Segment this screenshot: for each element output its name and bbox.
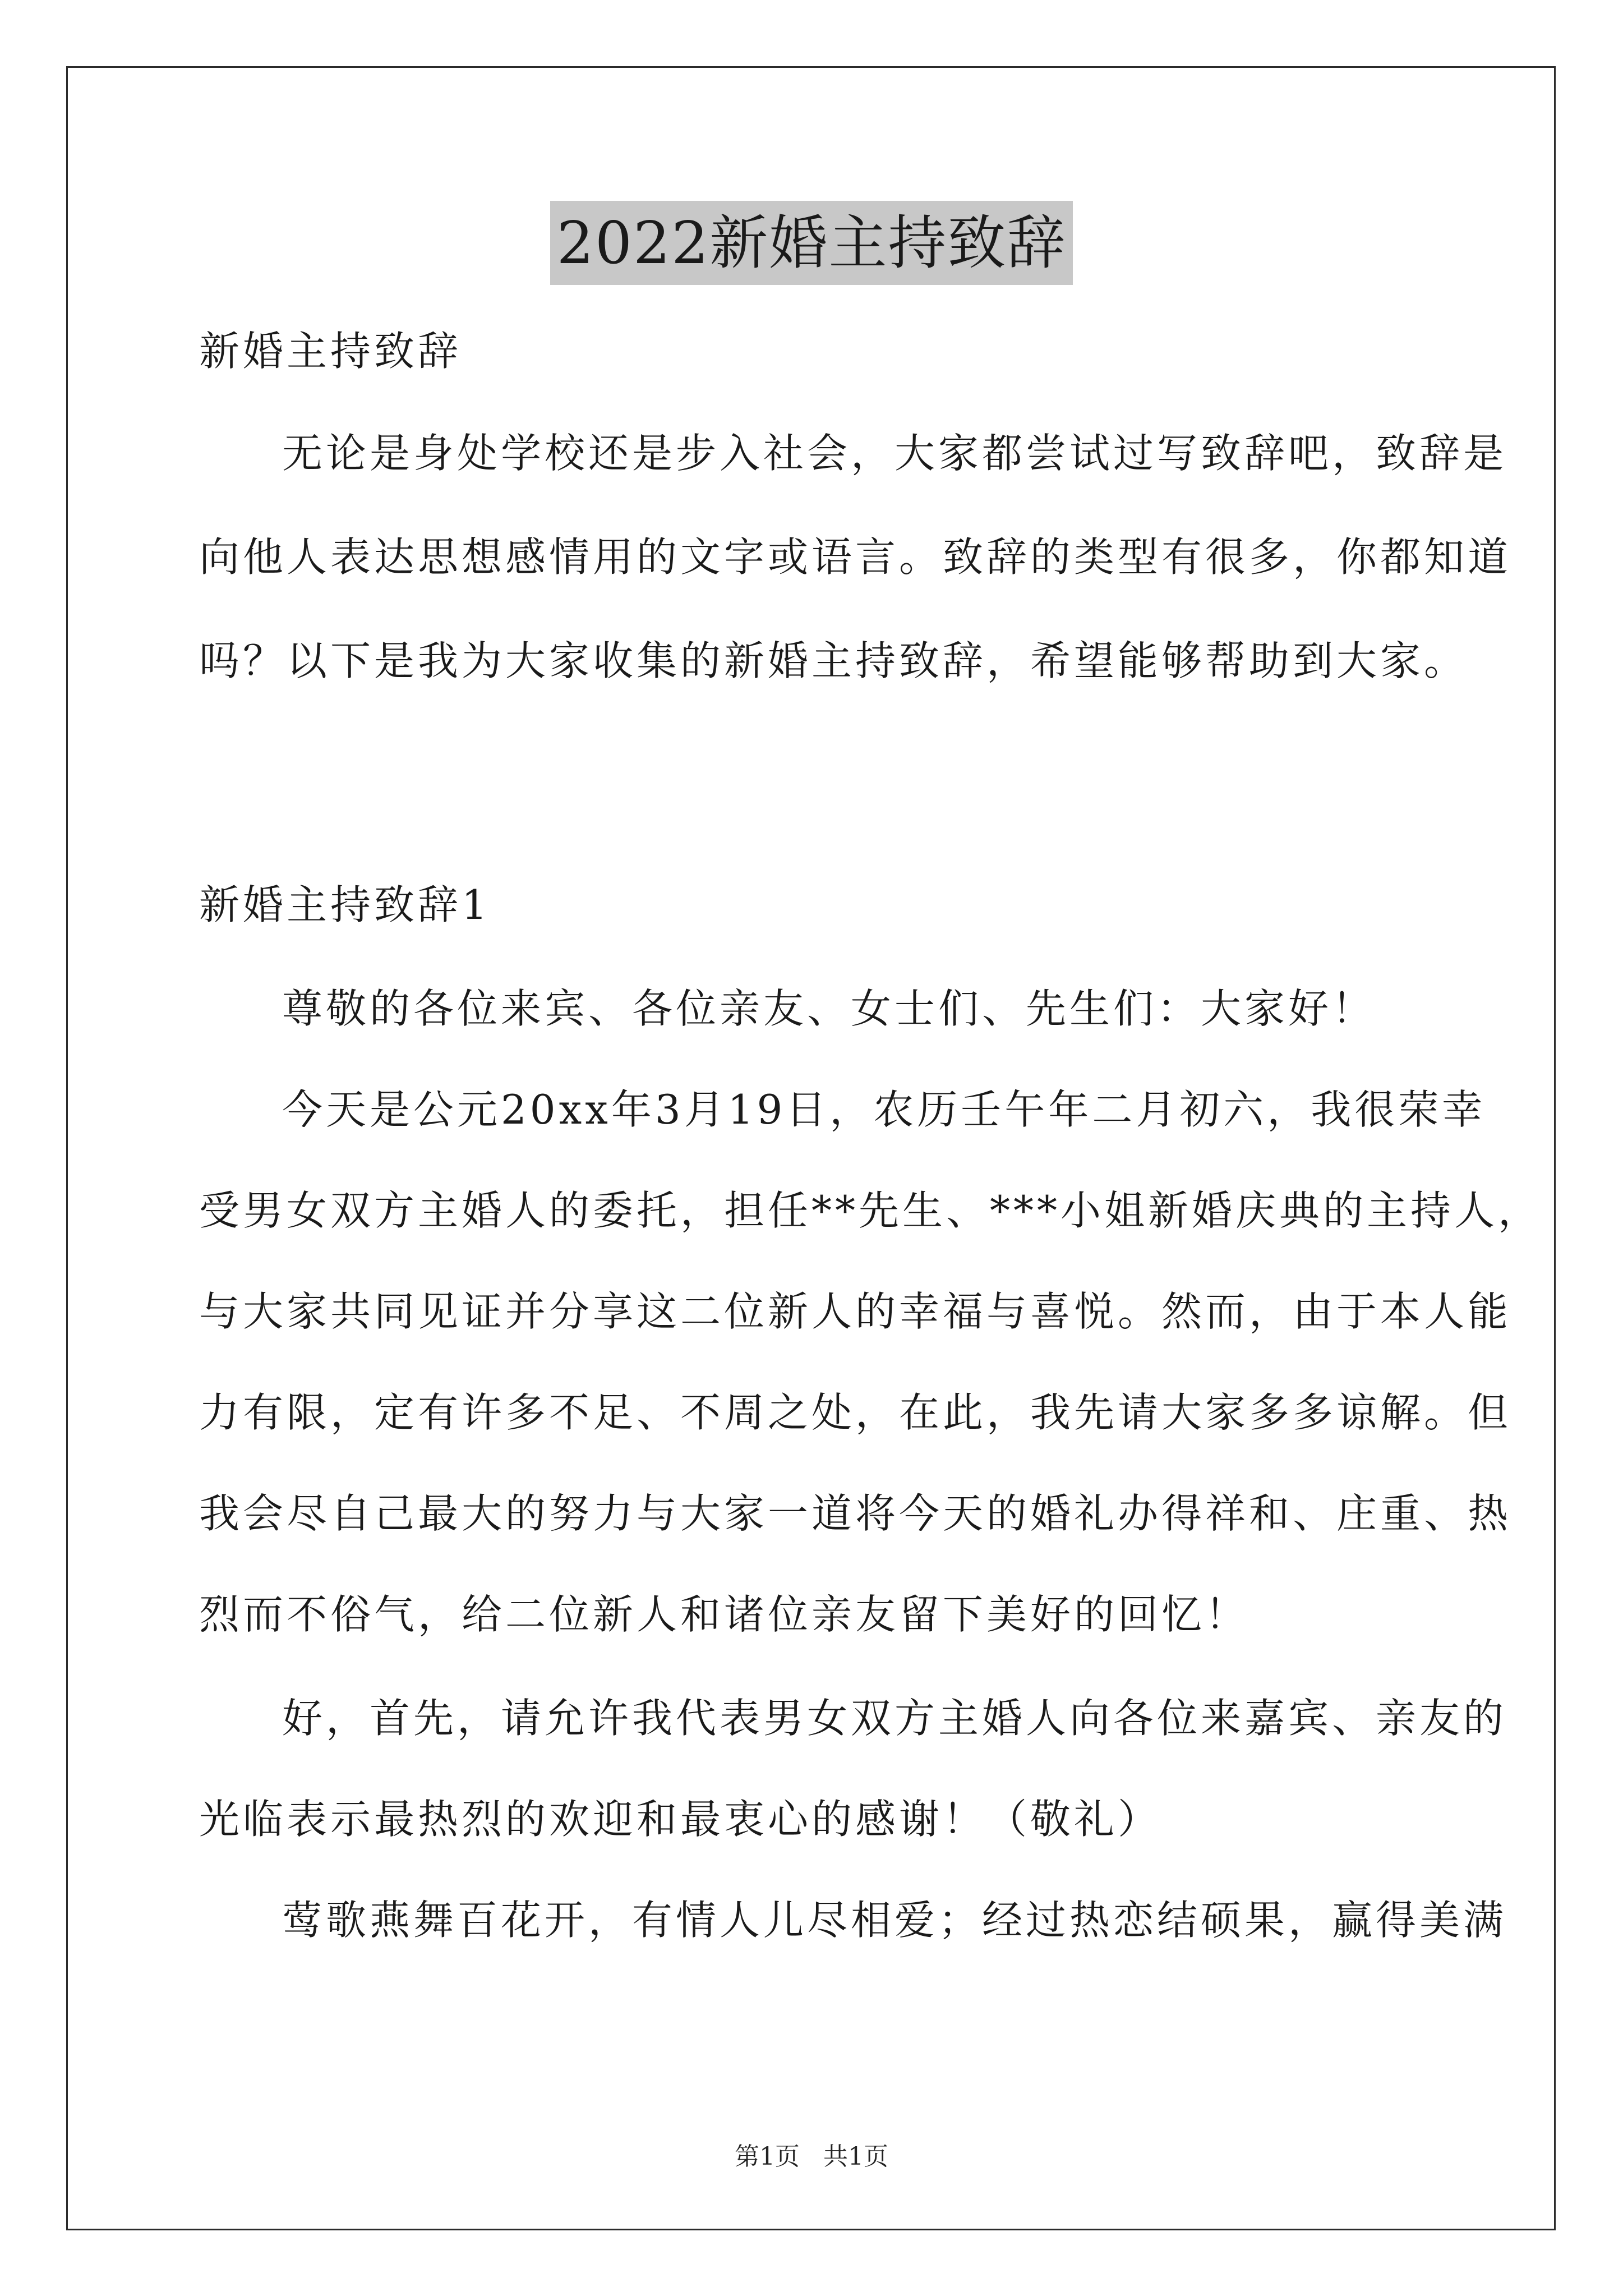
body-line: 我会尽自己最大的努力与大家一道将今天的婚礼办得祥和、庄重、热: [199, 1490, 1512, 1537]
body-line: 好，首先，请允许我代表男女双方主婚人向各位来嘉宾、亲友的: [282, 1695, 1507, 1742]
body-line: 莺歌燕舞百花开，有情人儿尽相爱；经过热恋结硕果，赢得美满: [282, 1897, 1507, 1944]
intro-line: 向他人表达思想感情用的文字或语言。致辞的类型有很多，你都知道: [199, 533, 1512, 581]
subtitle: 新婚主持致辞: [199, 328, 462, 375]
body-line: 光临表示最热烈的欢迎和最衷心的感谢！（敬礼）: [199, 1796, 1162, 1843]
body-line: 力有限，定有许多不足、不周之处，在此，我先请大家多多谅解。但: [199, 1389, 1512, 1436]
page-total: 共1页: [823, 2142, 888, 2171]
intro-line: 吗？以下是我为大家收集的新婚主持致辞，希望能够帮助到大家。: [199, 637, 1468, 684]
intro-line: 无论是身处学校还是步入社会，大家都尝试过写致辞吧，致辞是: [282, 430, 1507, 477]
page-number: 第1页: [735, 2142, 800, 2171]
body-line: 与大家共同见证并分享这二位新人的幸福与喜悦。然而，由于本人能: [199, 1288, 1512, 1335]
title-container: [0, 201, 1623, 285]
section-heading: 新婚主持致辞1: [199, 881, 491, 928]
body-line: 受男女双方主婚人的委托，担任**先生、***小姐新婚庆典的主持人，: [199, 1187, 1542, 1234]
body-line: 尊敬的各位来宾、各位亲友、女士们、先生们：大家好！: [282, 985, 1376, 1032]
page-footer: [0, 2136, 1623, 2172]
body-line: 今天是公元20xx年3月19日，农历壬午年二月初六，我很荣幸: [282, 1086, 1486, 1133]
document-title: 2022新婚主持致辞: [550, 201, 1073, 285]
body-line: 烈而不俗气，给二位新人和诸位亲友留下美好的回忆！: [199, 1591, 1249, 1638]
